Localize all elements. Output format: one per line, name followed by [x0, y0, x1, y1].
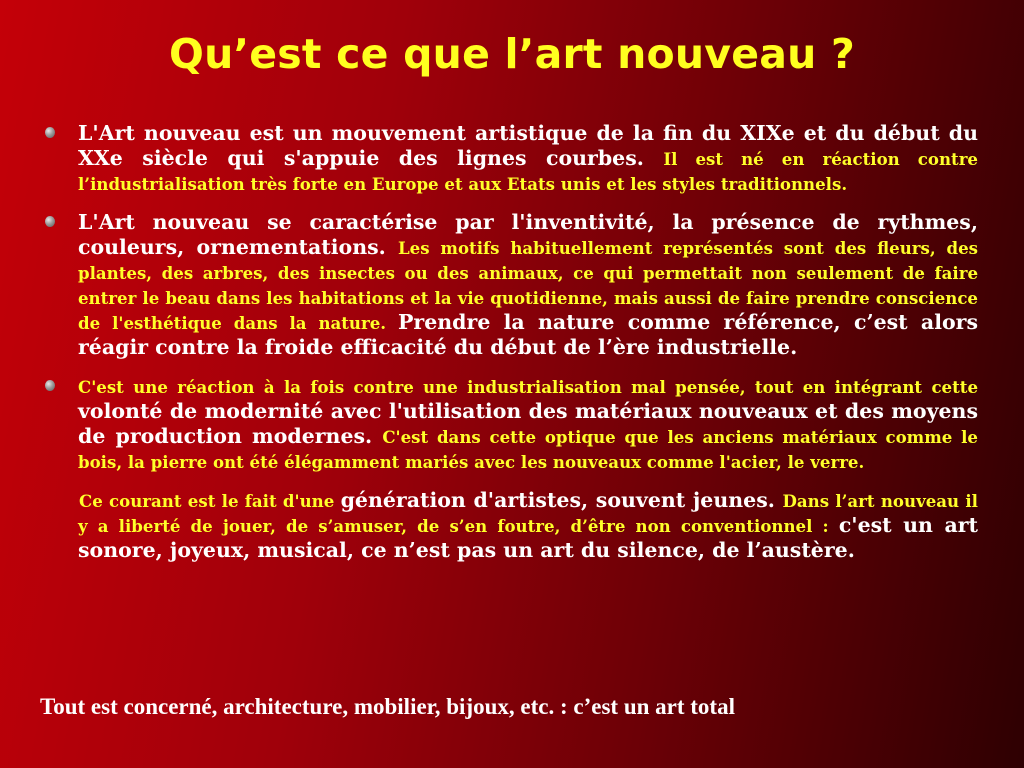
paragraph-4-text-2: génération d'artistes, souvent jeunes. [340, 488, 783, 512]
paragraph-2-text-2: Les motifs habituellement représentés sont des fleurs, des plantes, des arbres, des insectes ou des animaux, ce qui permettait non seulement de faire entrer le beau dans les habitations et la vie quotidienne, mais aussi de faire prendre conscience de l'esthétique dans la nature. [78, 238, 979, 333]
paragraph-4-text-3: Dans l’art nouveau il y a liberté de jouer, de s’amuser, de s’en foutre, d’être non conventionnel : [78, 491, 978, 536]
paragraph-1 [40, 121, 978, 196]
paragraph-4-text-4: c'est un art sonore, joyeux, musical, ce n’est pas un art du silence, de l’austère. [78, 513, 979, 562]
slide-title: Qu’est ce que l’art nouveau ? [169, 30, 855, 78]
bullet-icon [45, 216, 55, 227]
paragraph-1-text-2: Il est né en réaction contre l’industrialisation très forte en Europe et aux Etats unis et les styles traditionnels. [78, 149, 978, 194]
paragraph-3 [40, 374, 978, 474]
paragraph-3-text-1: C'est une réaction à la fois contre une industrialisation mal pensée, tout en intégrant cette [78, 377, 978, 397]
paragraph-3-text-2: volonté de modernité avec l'utilisation des matériaux nouveaux et des moyens de production modernes. [78, 399, 978, 448]
bullet-icon [45, 127, 55, 138]
paragraph-2-text-3: Prendre la nature comme référence, c’est alors réagir contre la froide efficacité du début de l’ère industrielle. [78, 310, 979, 359]
slide-content [40, 121, 978, 563]
paragraph-4 [40, 488, 978, 563]
bullet-icon [45, 380, 55, 391]
paragraph-2 [40, 210, 978, 360]
paragraph-2-text-1: L'Art nouveau se caractérise par l'inventivité, la présence de rythmes, couleurs, ornementations. [78, 210, 978, 259]
footer-statement: Tout est concerné, architecture, mobilier, bijoux, etc. : c’est un art total [40, 694, 735, 719]
paragraph-1-text-1: L'Art nouveau est un mouvement artistique de la fin du XIXe et du début du XXe siècle qui s'appuie des lignes courbes. [78, 121, 978, 170]
paragraph-3-text-3: C'est dans cette optique que les anciens matériaux comme le bois, la pierre ont été élégamment mariés avec les nouveaux comme l'acier, le verre. [78, 427, 978, 472]
paragraph-4-text-1: Ce courant est le fait d'une [79, 491, 341, 511]
